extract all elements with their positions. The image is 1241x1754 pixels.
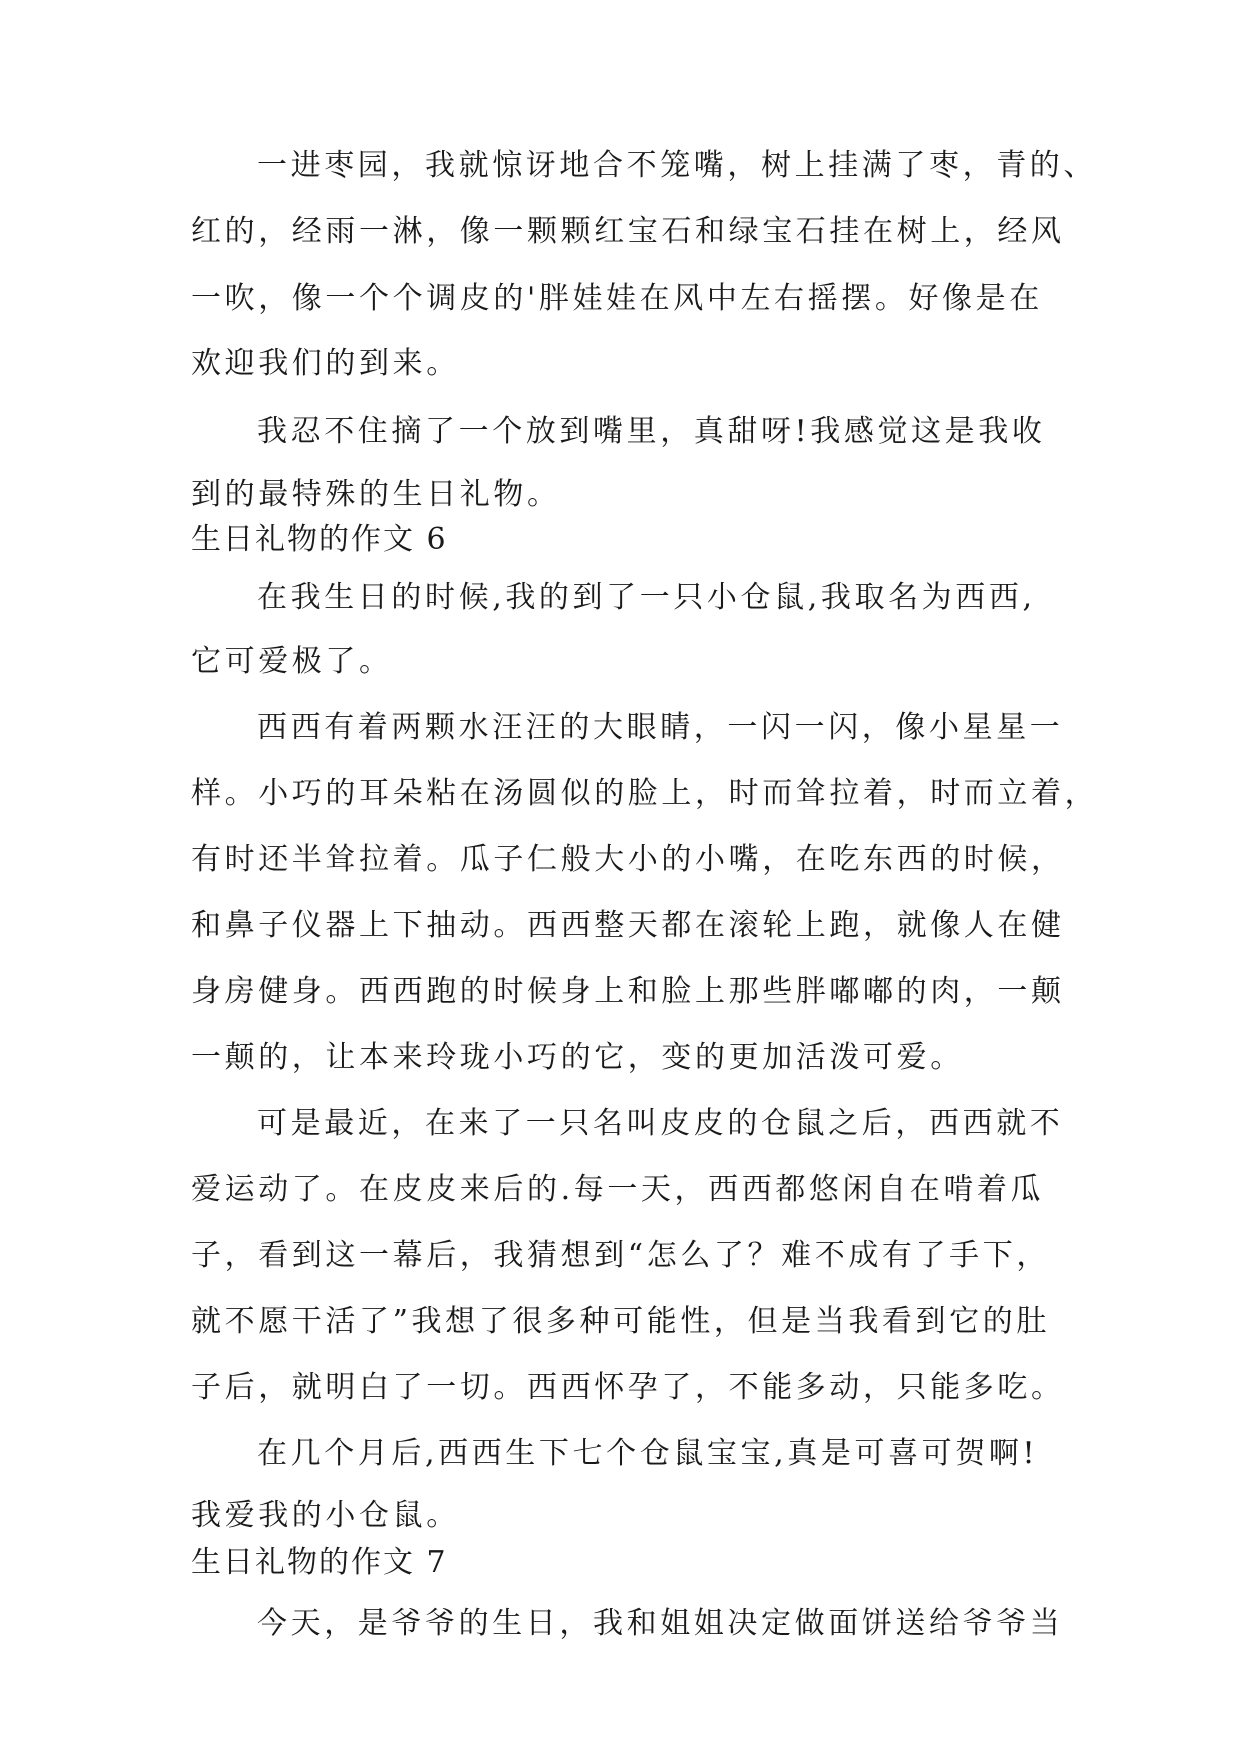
section-heading: 生日礼物的作文 7 bbox=[191, 1545, 448, 1580]
text-line: 有时还半耸拉着。瓜子仁般大小的小嘴，在吃东西的时候， bbox=[191, 842, 1065, 877]
text-line: 今天，是爷爷的生日，我和姐姐决定做面饼送给爷爷当 bbox=[257, 1606, 1064, 1641]
text-line: 到的最特殊的生日礼物。 bbox=[191, 477, 561, 512]
text-line: 可是最近，在来了一只名叫皮皮的仓鼠之后，西西就不 bbox=[257, 1106, 1064, 1141]
text-line: 红的，经雨一淋，像一颗颗红宝石和绿宝石挂在树上，经风 bbox=[191, 214, 1065, 249]
text-line: 它可爱极了。 bbox=[191, 644, 393, 679]
text-line: 子，看到这一幕后，我猜想到“怎么了？难不成有了手下， bbox=[191, 1238, 1050, 1273]
text-line: 样。小巧的耳朵粘在汤圆似的脸上，时而耸拉着，时而立着， bbox=[191, 776, 1099, 811]
section-heading: 生日礼物的作文 6 bbox=[191, 522, 448, 557]
text-line: 就不愿干活了”我想了很多种可能性，但是当我看到它的肚 bbox=[191, 1304, 1050, 1339]
text-line: 我忍不住摘了一个放到嘴里，真甜呀!我感觉这是我收 bbox=[257, 414, 1046, 449]
text-line: 身房健身。西西跑的时候身上和脸上那些胖嘟嘟的肉，一颠 bbox=[191, 974, 1065, 1009]
text-line: 在我生日的时候,我的到了一只小仓鼠,我取名为西西, bbox=[257, 580, 1036, 615]
text-line: 一吹，像一个个调皮的'胖娃娃在风中左右摇摆。好像是在 bbox=[191, 281, 1043, 316]
text-line: 和鼻子仪器上下抽动。西西整天都在滚轮上跑，就像人在健 bbox=[191, 908, 1065, 943]
text-line: 爱运动了。在皮皮来后的.每一天，西西都悠闲自在啃着瓜 bbox=[191, 1172, 1045, 1207]
text-line: 一进枣园，我就惊讶地合不笼嘴，树上挂满了枣，青的、 bbox=[257, 148, 1097, 183]
text-line: 子后，就明白了一切。西西怀孕了，不能多动，只能多吃。 bbox=[191, 1370, 1065, 1405]
text-line: 西西有着两颗水汪汪的大眼睛，一闪一闪，像小星星一 bbox=[257, 710, 1064, 745]
text-line: 一颠的，让本来玲珑小巧的它，变的更加活泼可爱。 bbox=[191, 1040, 964, 1075]
text-line: 欢迎我们的到来。 bbox=[191, 346, 460, 381]
text-line: 在几个月后,西西生下七个仓鼠宝宝,真是可喜可贺啊! bbox=[257, 1436, 1039, 1471]
text-line: 我爱我的小仓鼠。 bbox=[191, 1498, 460, 1533]
